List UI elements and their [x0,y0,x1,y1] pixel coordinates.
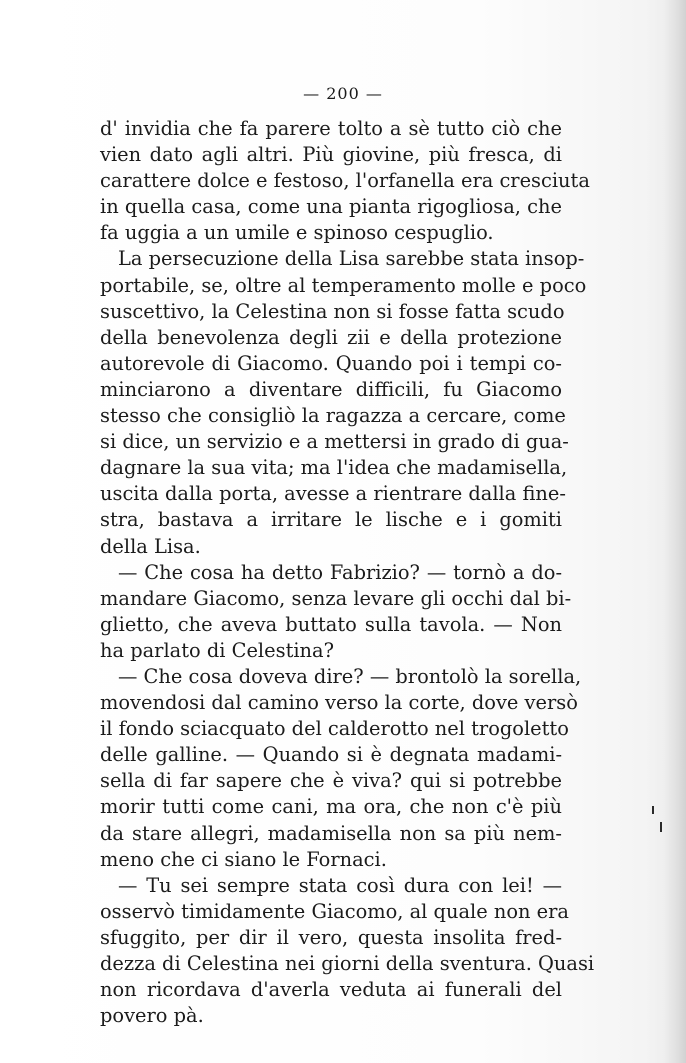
text-line: minciarono a diventare difficili, fu Giacomo [100,377,562,401]
text-line: — Che cosa doveva dire? — brontolò la sorella, [118,664,582,688]
text-line: autorevole di Giacomo. Quando poi i tempi co- [100,351,562,375]
text-line: fa uggia a un umile e spinoso cespuglio. [100,221,494,245]
text-line: suscettivo, la Celestina non si fosse fatta scudo [100,299,565,323]
text-line: carattere dolce e festoso, l'orfanella era cresciuta [100,169,590,193]
text-line: glietto, che aveva buttato sulla tavola. — Non [100,612,562,636]
text-line: movendosi dal camino verso la corte, dove versò [100,691,578,715]
text-line: povero pà. [100,1004,204,1028]
text-line: in quella casa, come una pianta rigogliosa, che [100,195,562,219]
text-line: La persecuzione della Lisa sarebbe stata insop- [118,247,585,271]
text-line: sfuggito, per dir il vero, questa insolita fred- [100,925,562,949]
text-line: — Tu sei sempre stata così dura con lei! — [118,873,562,897]
text-line: non ricordava d'averla veduta ai funerali del [100,978,562,1002]
text-line: il fondo sciacquato del calderotto nel trogoletto [100,717,569,741]
text-line: — Che cosa ha detto Fabrizio? — tornò a do- [118,560,562,584]
text-line: d' invidia che fa parere tolto a sè tutto ciò che [100,117,562,140]
text-line: morir tutti come cani, ma ora, che non c'è più [100,795,562,819]
text-line: portabile, se, oltre al temperamento molle e poco [100,273,587,297]
text-line: mandare Giacomo, senza levare gli occhi dal bi- [100,586,572,610]
text-line: dezza di Celestina nei giorni della sventura. Quasi [100,952,595,975]
page-edge-shadow [664,0,686,1063]
text-line: vien dato agli altri. Più giovine, più fresca, di [100,143,562,167]
text-line: della Lisa. [100,534,201,558]
text-line: ha parlato di Celestina? [100,638,335,662]
text-line: uscita dalla porta, avesse a rientrare dalla fine- [100,482,566,506]
body-text [100,116,595,1029]
text-line: meno che ci siano le Fornaci. [100,847,387,871]
text-line: si dice, un servizio e a mettersi in grado di gua- [100,430,569,454]
scan-speck [652,806,654,814]
text-line: sella di far sapere che è viva? qui si potrebbe [100,769,562,793]
scan-speck [660,822,662,832]
text-line: della benevolenza degli zii e della protezione [100,325,562,349]
text-line: stesso che consigliò la ragazza a cercare, come [100,404,566,428]
page-number: — 200 — [303,84,383,103]
text-line: dagnare la sua vita; ma l'idea che madamisella, [100,456,568,480]
text-line: osservò timidamente Giacomo, al quale non era [100,899,569,923]
text-line: delle galline. — Quando si è degnata madami- [100,743,562,767]
text-line: stra, bastava a irritare le lische e i gomiti [100,508,562,532]
text-line: da stare allegri, madamisella non sa più nem- [100,821,562,845]
